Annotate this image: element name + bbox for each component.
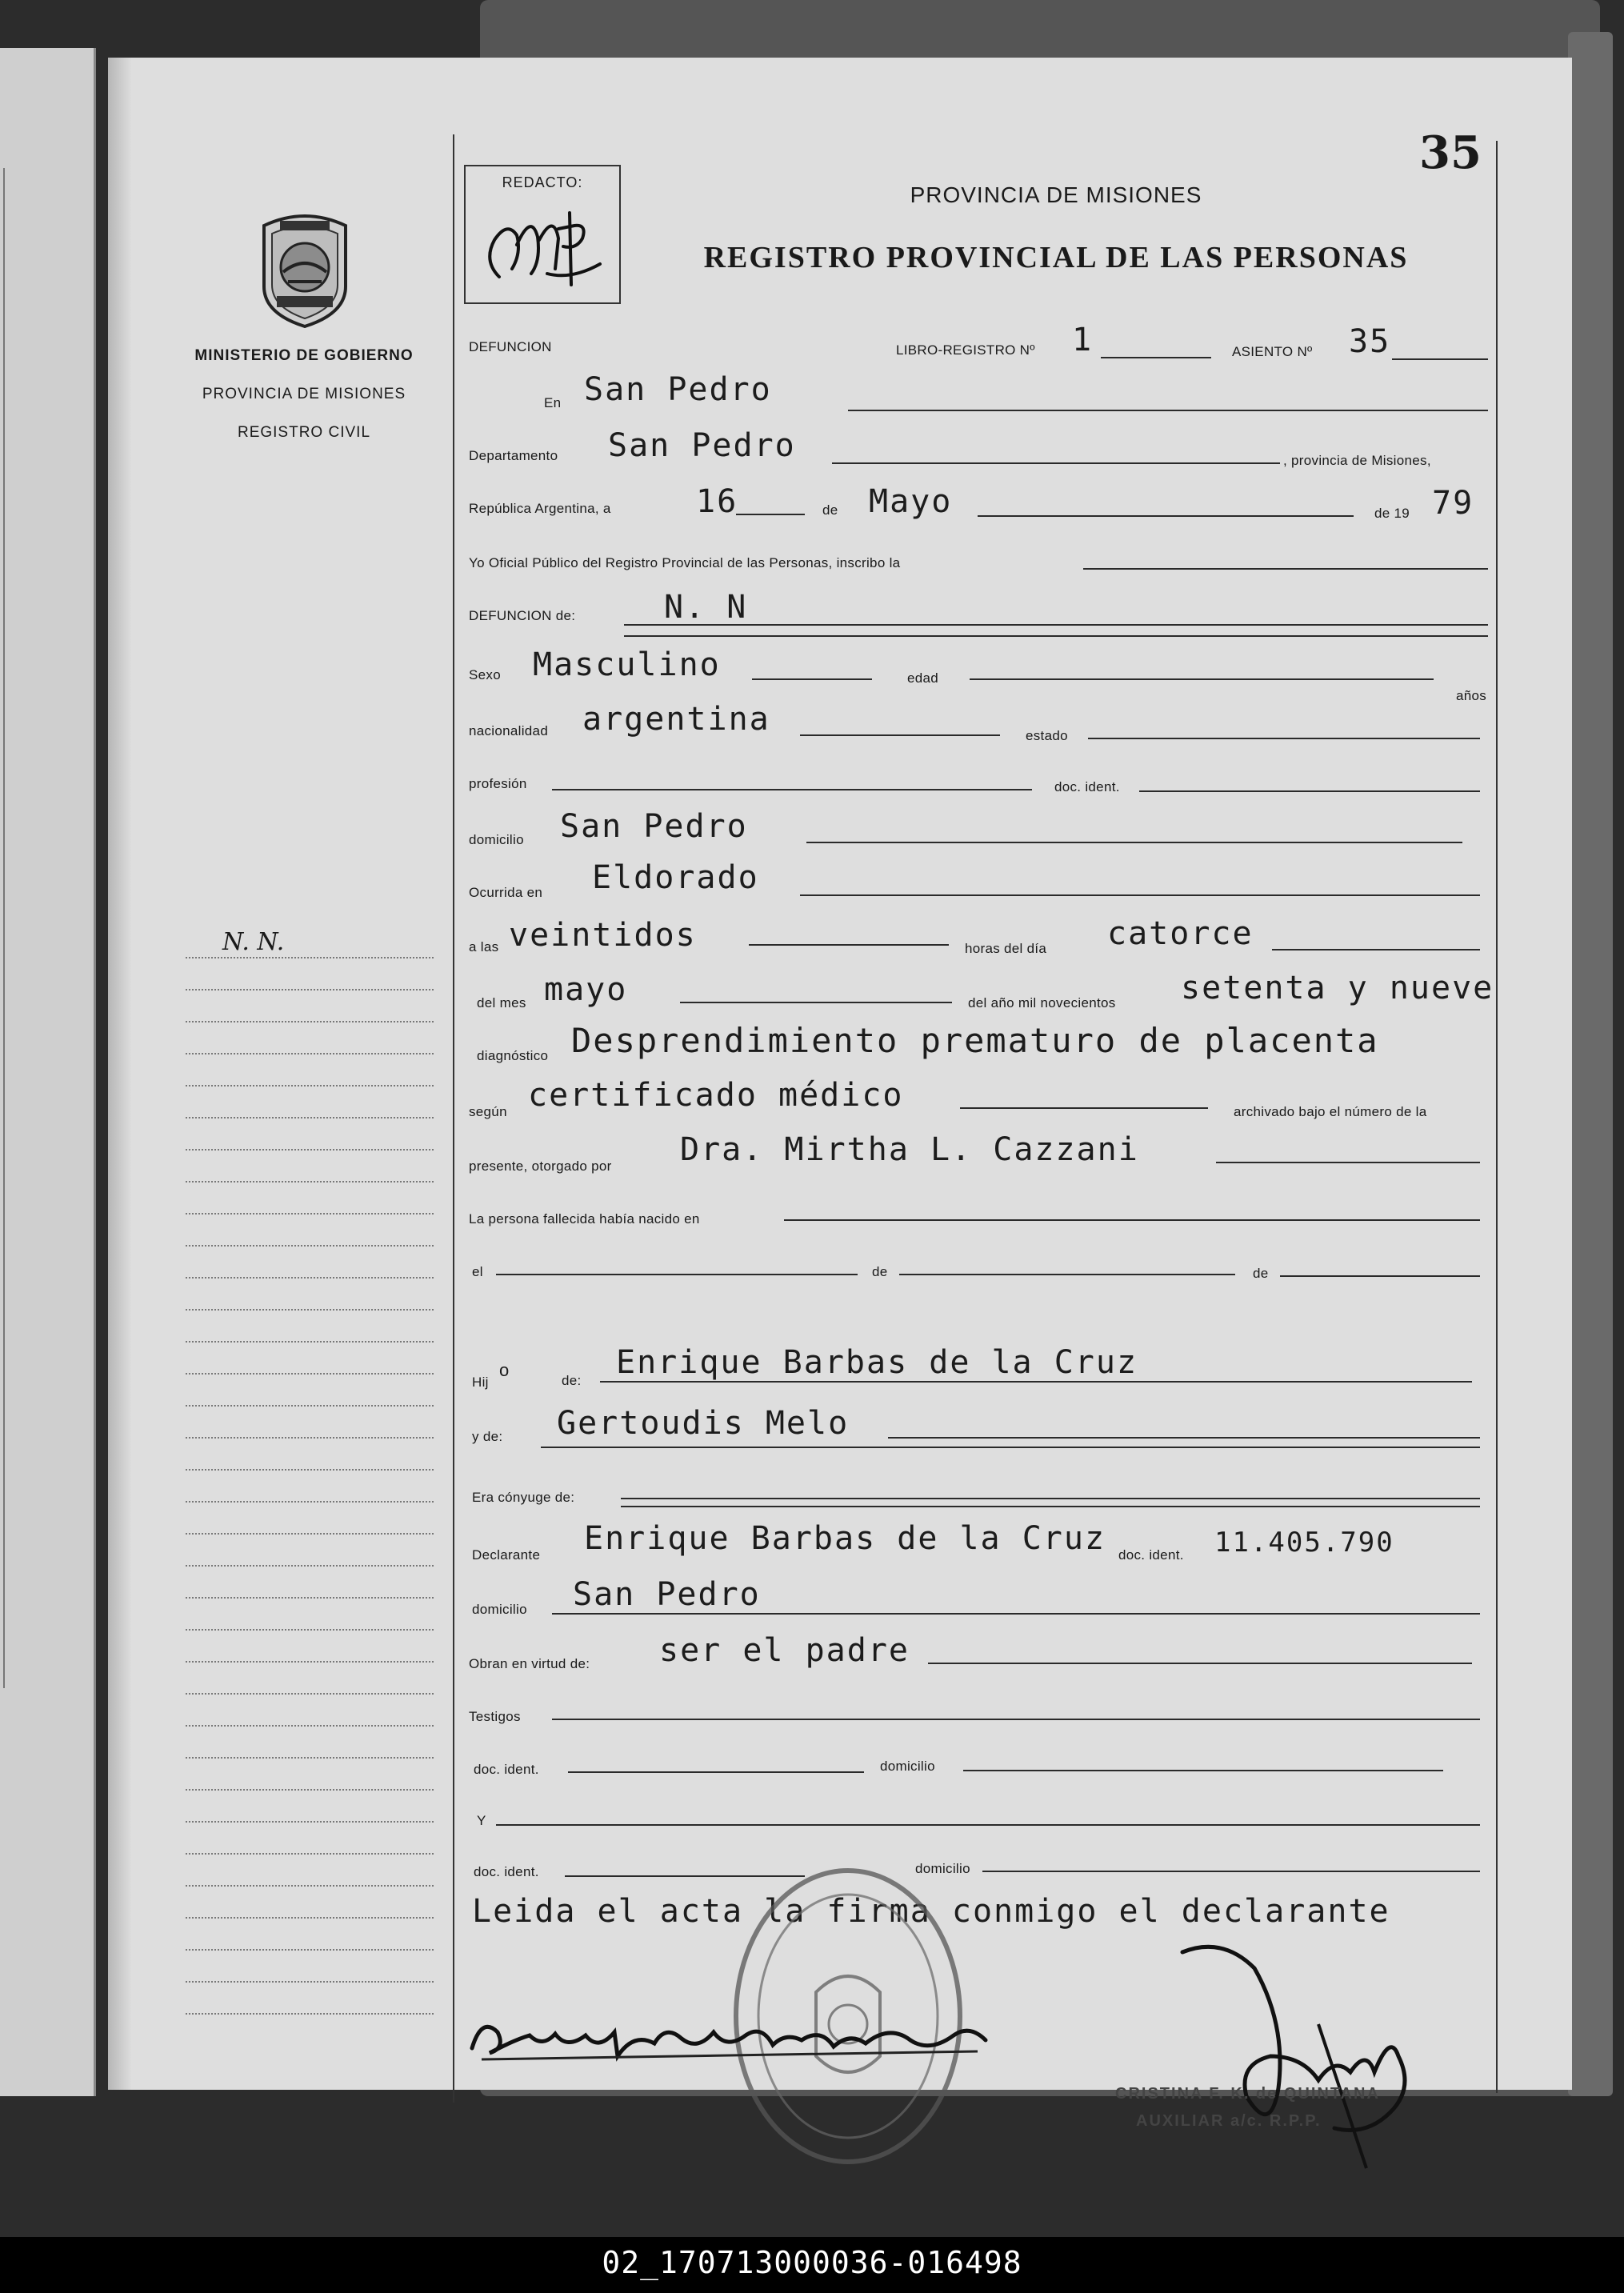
- madre-line-2: [541, 1447, 1480, 1448]
- margin-dotted-line: [186, 957, 434, 958]
- margin-dotted-line: [186, 1309, 434, 1311]
- dia-texto-value: catorce: [1107, 915, 1254, 952]
- madre-value: Gertoudis Melo: [557, 1405, 850, 1442]
- t2-domicilio-line: [982, 1871, 1480, 1872]
- de-a-label: de: [872, 1264, 888, 1279]
- margin-dotted-line: [186, 1821, 434, 1823]
- en-value: San Pedro: [584, 371, 772, 408]
- defuncion-de-line-2: [624, 635, 1488, 637]
- anio-mil-label: del año mil novecientos: [968, 995, 1116, 1010]
- defuncion-de-value: N. N: [664, 589, 748, 626]
- left-page: [0, 48, 96, 2096]
- segun-label: según: [469, 1104, 507, 1119]
- provincia-suffix: , provincia de Misiones,: [1283, 453, 1431, 468]
- estado-label: estado: [1026, 728, 1068, 743]
- testigos-line: [552, 1719, 1480, 1720]
- del-mes-label: del mes: [477, 995, 526, 1010]
- asiento-line: [1392, 358, 1488, 360]
- margin-dotted-line: [186, 1341, 434, 1343]
- margin-dotted-line: [186, 1213, 434, 1215]
- obran-label: Obran en virtud de:: [469, 1656, 590, 1671]
- margin-dotted-line: [186, 1757, 434, 1759]
- de-label: de: [822, 502, 838, 518]
- margin-dotted-line: [186, 1629, 434, 1631]
- a-las-label: a las: [469, 939, 499, 954]
- header-registry: REGISTRO PROVINCIAL DE LAS PERSONAS: [703, 241, 1409, 274]
- ministry-province: PROVINCIA DE MISIONES: [202, 386, 406, 402]
- margin-dotted-line: [186, 1533, 434, 1535]
- anios-label: años: [1456, 688, 1487, 703]
- redacto-signature: [475, 197, 611, 293]
- declarante-doc-label: doc. ident.: [1118, 1547, 1184, 1563]
- defuncion-de-line: [624, 624, 1488, 626]
- domicilio2-label: domicilio: [472, 1602, 527, 1617]
- margin-rule: [453, 134, 454, 2103]
- page-gutter-shadow: [108, 58, 132, 2090]
- del-mes-line: [680, 1002, 952, 1003]
- y-de-label: y de:: [472, 1429, 503, 1444]
- margin-dotted-line: [186, 989, 434, 990]
- margin-dotted-line: [186, 2013, 434, 2015]
- provincial-crest-icon: [256, 210, 354, 328]
- padre-value: Enrique Barbas de la Cruz: [616, 1344, 1138, 1381]
- official-stamp-name: CRISTINA F. K. de QUINTANA: [1115, 2085, 1380, 2103]
- de-19-label: de 19: [1374, 506, 1410, 521]
- margin-dotted-line: [186, 1181, 434, 1183]
- y-label: Y: [477, 1813, 486, 1828]
- diagnostico-value: Desprendimiento prematuro de placenta: [571, 1021, 1379, 1060]
- margin-dotted-line: [186, 1085, 434, 1086]
- domicilio-label: domicilio: [469, 832, 524, 847]
- republica-label: República Argentina, a: [469, 501, 611, 516]
- margin-dotted-line: [186, 1565, 434, 1567]
- el-line: [496, 1274, 858, 1275]
- margin-dotted-line: [186, 1949, 434, 1951]
- nacionalidad-label: nacionalidad: [469, 723, 549, 738]
- doc-ident-line: [1139, 790, 1480, 792]
- de-b-label: de: [1253, 1266, 1269, 1281]
- margin-dotted-line: [186, 1117, 434, 1118]
- margin-dotted-line: [186, 1277, 434, 1279]
- nacionalidad-value: argentina: [582, 701, 770, 738]
- hijo-de-label: de:: [562, 1373, 582, 1388]
- obran-line: [928, 1663, 1472, 1664]
- margin-dotted-line: [186, 1981, 434, 1983]
- mes-line: [978, 515, 1354, 517]
- redacto-label: REDACTO:: [502, 174, 583, 190]
- margin-dotted-line: [186, 1021, 434, 1022]
- margin-dotted-line: [186, 1437, 434, 1439]
- hijo-suffix: o: [499, 1360, 510, 1380]
- mes-value: Mayo: [869, 483, 953, 520]
- a-las-value: veintidos: [509, 917, 697, 954]
- presente-label: presente, otorgado por: [469, 1159, 612, 1174]
- t2-doc-label: doc. ident.: [474, 1864, 539, 1879]
- margin-dotted-line: [186, 1245, 434, 1247]
- declarante-value: Enrique Barbas de la Cruz: [584, 1520, 1106, 1557]
- conyuge-label: Era cónyuge de:: [472, 1490, 575, 1505]
- footer-id: 02_170713000036-016498: [602, 2245, 1022, 2280]
- libro-line: [1101, 357, 1211, 358]
- official-stamp-role: AUXILIAR a/c. R.P.P.: [1136, 2112, 1322, 2130]
- nacionalidad-line: [800, 734, 1000, 736]
- margin-dotted-line: [186, 1053, 434, 1054]
- closing-statement: Leida el acta la firma conmigo el declarante: [472, 1893, 1390, 1930]
- header-province: PROVINCIA DE MISIONES: [910, 182, 1202, 207]
- a-las-line: [749, 944, 949, 946]
- hijo-label: Hij: [472, 1375, 489, 1390]
- padre-line: [600, 1381, 1472, 1383]
- margin-dotted-line: [186, 1885, 434, 1887]
- asiento-label: ASIENTO Nº: [1232, 344, 1313, 359]
- segun-value: certificado médico: [528, 1077, 904, 1114]
- margin-dotted-line: [186, 1501, 434, 1503]
- archivado-label: archivado bajo el número de la: [1234, 1104, 1427, 1119]
- sexo-line: [752, 678, 872, 680]
- declarante-doc-value: 11.405.790: [1214, 1527, 1394, 1559]
- dia-line: [736, 514, 805, 515]
- t-domicilio-line: [963, 1770, 1443, 1771]
- domicilio2-value: San Pedro: [573, 1576, 761, 1613]
- testigos-label: Testigos: [469, 1709, 521, 1724]
- profesion-label: profesión: [469, 776, 527, 791]
- sexo-label: Sexo: [469, 667, 501, 682]
- nacido-label: La persona fallecida había nacido en: [469, 1211, 700, 1227]
- presente-line: [1216, 1162, 1480, 1163]
- margin-dotted-line: [186, 1469, 434, 1471]
- right-rule: [1496, 141, 1498, 2093]
- ocurrida-value: Eldorado: [592, 859, 759, 896]
- defuncion-type-label: DEFUNCION: [469, 339, 552, 354]
- asiento-value: 35: [1349, 323, 1391, 360]
- conyuge-line: [621, 1498, 1480, 1499]
- declarante-label: Declarante: [472, 1547, 541, 1563]
- libro-value: 1: [1072, 322, 1094, 358]
- departamento-line: [832, 462, 1280, 464]
- t-doc-line: [568, 1771, 864, 1773]
- edad-line: [970, 678, 1434, 680]
- margin-dotted-line: [186, 1405, 434, 1407]
- book-edge: [1568, 32, 1613, 2096]
- presente-value: Dra. Mirtha L. Cazzani: [680, 1131, 1139, 1168]
- domicilio2-line: [552, 1613, 1480, 1615]
- anio-value: 79: [1432, 485, 1474, 522]
- estado-line: [1088, 738, 1480, 739]
- margin-dotted-line: [186, 1597, 434, 1599]
- margin-note: N. N.: [222, 928, 285, 956]
- left-page-line: [3, 168, 5, 1688]
- libro-label: LIBRO-REGISTRO Nº: [896, 342, 1035, 358]
- doc-ident-label: doc. ident.: [1054, 779, 1120, 794]
- official-signature: [1158, 1936, 1430, 2176]
- madre-line: [888, 1437, 1480, 1439]
- profesion-line: [552, 789, 1032, 790]
- declarante-signature: [466, 2000, 994, 2072]
- en-label: En: [544, 395, 562, 410]
- conyuge-line-2: [621, 1506, 1480, 1507]
- t2-domicilio-label: domicilio: [915, 1861, 970, 1876]
- t-domicilio-label: domicilio: [880, 1759, 935, 1774]
- en-line: [848, 410, 1488, 411]
- ocurrida-label: Ocurrida en: [469, 885, 543, 900]
- departamento-label: Departamento: [469, 448, 558, 463]
- anio-mil-value: setenta y nueve: [1181, 970, 1494, 1006]
- page-number: 35: [1419, 126, 1482, 179]
- ministry-office: REGISTRO CIVIL: [237, 424, 371, 441]
- defuncion-de-label: DEFUNCION de:: [469, 608, 576, 623]
- margin-dotted-line: [186, 1373, 434, 1375]
- margin-dotted-line: [186, 1853, 434, 1855]
- segun-line: [960, 1107, 1208, 1109]
- dia-texto-line: [1272, 949, 1480, 950]
- redacto-box: [464, 165, 621, 304]
- domicilio-line: [806, 842, 1462, 843]
- margin-dotted-line: [186, 1789, 434, 1791]
- domicilio-value: San Pedro: [560, 808, 748, 845]
- ocurrida-line: [800, 894, 1480, 896]
- oficial-line: [1083, 568, 1488, 570]
- y-line: [496, 1824, 1480, 1826]
- el-label: el: [472, 1264, 483, 1279]
- nacido-line: [784, 1219, 1480, 1221]
- margin-dotted-line: [186, 1917, 434, 1919]
- ministry-title: MINISTERIO DE GOBIERNO: [194, 347, 414, 364]
- t-doc-label: doc. ident.: [474, 1762, 539, 1777]
- oficial-text: Yo Oficial Público del Registro Provincial de las Personas, inscribo la: [469, 555, 901, 570]
- diagnostico-label: diagnóstico: [477, 1048, 549, 1063]
- sexo-value: Masculino: [533, 646, 721, 683]
- margin-dotted-line: [186, 1693, 434, 1695]
- de-a-line: [899, 1274, 1235, 1275]
- dia-value: 16: [696, 483, 738, 520]
- obran-value: ser el padre: [659, 1632, 910, 1669]
- del-mes-value: mayo: [544, 971, 628, 1008]
- edad-label: edad: [907, 670, 939, 686]
- horas-label: horas del día: [965, 941, 1047, 956]
- margin-dotted-line: [186, 1149, 434, 1151]
- margin-dotted-line: [186, 1725, 434, 1727]
- de-b-line: [1280, 1275, 1480, 1277]
- departamento-value: San Pedro: [608, 427, 796, 464]
- margin-dotted-line: [186, 1661, 434, 1663]
